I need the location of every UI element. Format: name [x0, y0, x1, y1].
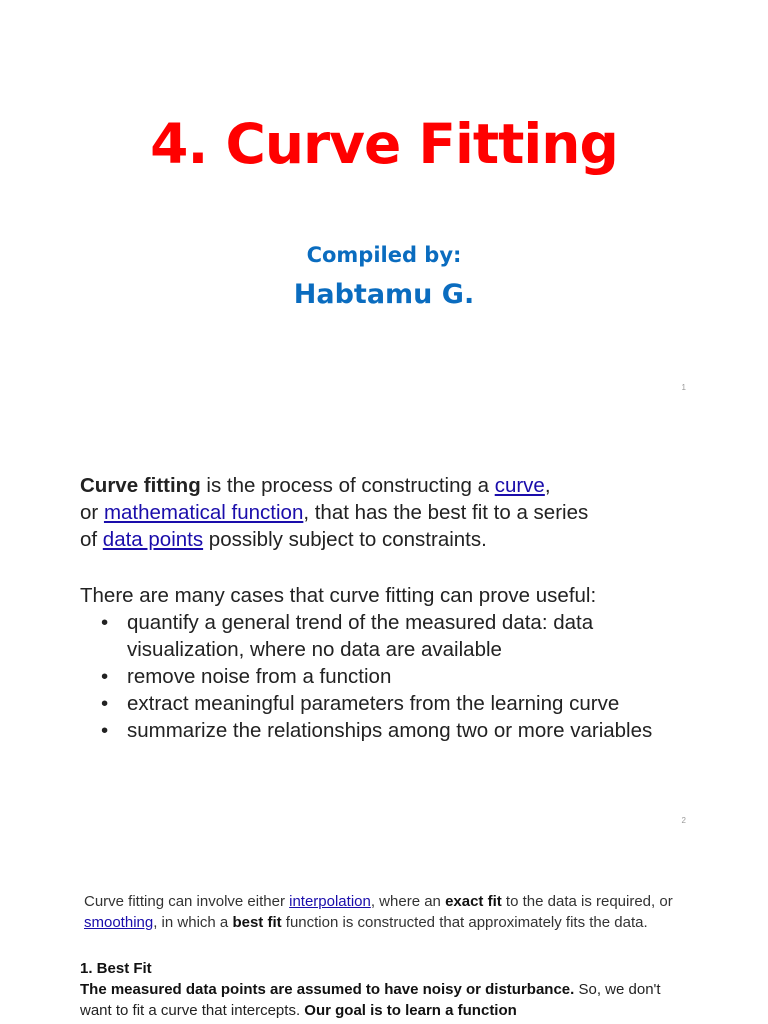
- use-cases: [80, 582, 700, 744]
- text-segment: , that has the best fit to a series: [303, 501, 589, 524]
- list-item: • quantify a general trend of the measured data: data visualization, where no data are available: [127, 609, 700, 663]
- text-segment: of: [80, 528, 103, 551]
- text-segment: So, we don't want to fit a curve that intercepts.: [80, 981, 661, 1019]
- link-smoothing[interactable]: smoothing: [84, 913, 154, 931]
- text-segment: , in which a: [153, 913, 233, 931]
- list-item: • extract meaningful parameters from the learning curve: [127, 690, 700, 717]
- text-segment: possibly subject to constraints.: [203, 528, 487, 551]
- list-item: • summarize the relationships among two or more variables: [127, 717, 700, 744]
- section-heading: 1. Best Fit: [80, 960, 152, 977]
- interpolation-smoothing-paragraph: [84, 892, 684, 933]
- slide-2: [0, 400, 768, 832]
- slide-3: [0, 832, 768, 1024]
- text-segment: Curve fitting can involve either: [84, 893, 290, 910]
- term-exact-fit: exact fit: [445, 893, 502, 910]
- text-bold: The measured data points are assumed to have noisy or disturbance.: [80, 981, 575, 998]
- use-cases-intro: There are many cases that curve fitting can prove useful:: [80, 584, 597, 607]
- list-item: • remove noise from a function: [127, 663, 700, 690]
- slide-title: 4. Curve Fitting: [150, 112, 618, 176]
- text-bold: Our goal is to learn a function: [304, 1001, 517, 1019]
- use-cases-list: [80, 609, 700, 744]
- text-segment: ,: [544, 474, 551, 497]
- link-mathematical-function[interactable]: mathematical function: [103, 501, 304, 524]
- definition-paragraph: [80, 472, 690, 553]
- author-name: Habtamu G.: [293, 279, 475, 310]
- link-curve[interactable]: curve: [494, 474, 545, 497]
- text-segment: to the data is required, or: [501, 893, 673, 910]
- term-best-fit: best fit: [232, 913, 282, 931]
- compiled-by-label: Compiled by:: [306, 243, 462, 267]
- text-segment: is the process of constructing a: [200, 474, 495, 497]
- slide-1: [0, 0, 768, 400]
- text-segment: function is constructed that approximately fits the data.: [281, 913, 648, 931]
- page-number: 1: [681, 383, 686, 392]
- text-segment: or: [80, 501, 104, 524]
- best-fit-paragraph: [80, 980, 680, 1021]
- page-number: 2: [681, 816, 686, 825]
- link-data-points[interactable]: data points: [102, 528, 204, 551]
- term-curve-fitting: Curve fitting: [80, 474, 201, 497]
- text-segment: , where an: [370, 893, 446, 910]
- link-interpolation[interactable]: interpolation: [289, 893, 371, 910]
